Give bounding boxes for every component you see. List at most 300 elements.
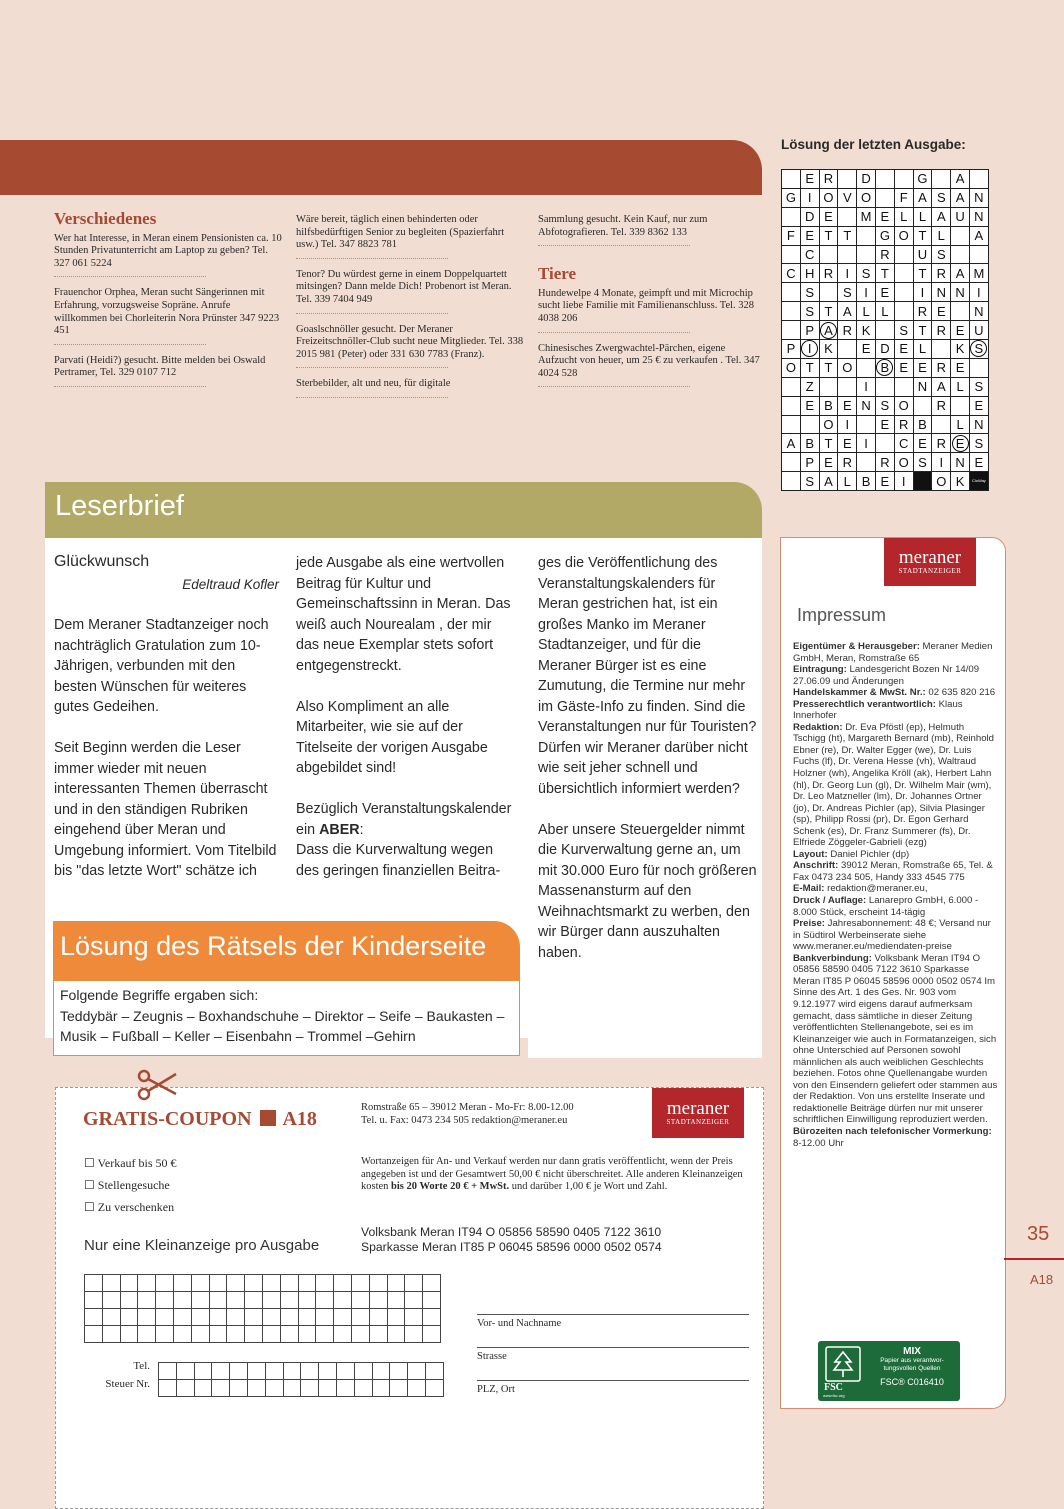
crossword-cell [857, 245, 876, 264]
grid-cell[interactable] [156, 1292, 174, 1309]
letter-paragraph: jede Ausgabe als eine wertvollen Beitrag für Kultur und Gemeinschaftssinn in Meran. Das weiß auch Nourealam , der mir das neue Exemplar stets sofort entgegenstreckt. [296, 555, 511, 674]
fsc-line: Papier aus verantwor- [880, 1357, 944, 1364]
crossword-cell: A [969, 226, 988, 245]
grid-cell[interactable] [230, 1380, 248, 1397]
crossword-cell: R [932, 434, 951, 453]
crossword-cell: M [857, 207, 876, 226]
grid-cell[interactable] [230, 1363, 248, 1380]
crossword-cell: L [932, 226, 951, 245]
crossword-cell: O [894, 396, 913, 415]
grid-cell[interactable] [191, 1326, 209, 1343]
crossword-cell: E [838, 396, 857, 415]
crossword-cell: R [932, 358, 951, 377]
grid-cell[interactable] [369, 1326, 387, 1343]
crossword-cell: P [800, 321, 819, 340]
grid-cell[interactable] [209, 1309, 227, 1326]
crossword-cell: T [819, 302, 838, 321]
crossword-cell: O [894, 453, 913, 472]
crossword-cell: B [800, 434, 819, 453]
crossword-cell: E [819, 207, 838, 226]
crossword-cell [857, 415, 876, 434]
grid-cell[interactable] [334, 1275, 352, 1292]
crossword-cell: CloWay [969, 472, 988, 491]
crossword-cell: T [913, 226, 932, 245]
grid-cell[interactable] [425, 1380, 443, 1397]
grid-cell[interactable] [316, 1326, 334, 1343]
kinder-header: Lösung des Rätsels der Kinderseite [60, 931, 487, 961]
grid-cell[interactable] [102, 1275, 120, 1292]
checkbox-giveaway[interactable]: ☐ Zu verschenken [84, 1200, 175, 1214]
crossword-cell [894, 283, 913, 302]
grid-cell[interactable] [372, 1380, 390, 1397]
circled-letter: E [952, 435, 969, 452]
crossword-cell: R [875, 453, 894, 472]
coupon-info-text: Wortanzeigen für An- und Verkauf werden nur dann gratis veröffentlicht, wenn der Preis angegeben ist und der Gesamtwert 50,00 € nicht überschreitet. Alle anderen Kleinanzeigen kosten [361, 1156, 743, 1193]
grid-cell[interactable] [298, 1326, 316, 1343]
coupon-info-bold: bis 20 Worte 20 € + MwSt. [391, 1181, 510, 1193]
impressum-label: Eintragung: [793, 664, 847, 676]
crossword-cell: E [894, 340, 913, 359]
crossword-cell: T [913, 264, 932, 283]
crossword-cell: B [819, 396, 838, 415]
crossword-cell [819, 377, 838, 396]
grid-cell[interactable] [425, 1363, 443, 1380]
grid-cell[interactable] [191, 1292, 209, 1309]
grid-cell[interactable] [245, 1326, 263, 1343]
grid-cell[interactable] [423, 1292, 441, 1309]
grid-cell[interactable] [280, 1326, 298, 1343]
name-field[interactable] [477, 1314, 749, 1315]
crossword-cell: B [857, 472, 876, 491]
impressum-entry [793, 722, 998, 849]
coupon-bank-line: Volksbank Meran IT94 O 05856 58590 0405 7122 3610 [361, 1225, 662, 1239]
impressum-entry [793, 849, 998, 861]
grid-cell[interactable] [265, 1363, 283, 1380]
grid-cell[interactable] [138, 1309, 156, 1326]
grid-cell[interactable] [138, 1275, 156, 1292]
coupon-text-grid[interactable] [84, 1274, 441, 1343]
crossword-cell: E [838, 434, 857, 453]
crossword-cell: R [819, 264, 838, 283]
grid-cell[interactable] [423, 1309, 441, 1326]
crossword-cell: A [913, 188, 932, 207]
grid-cell[interactable] [227, 1292, 245, 1309]
grid-cell[interactable] [387, 1292, 405, 1309]
logo-name: meraner [898, 547, 962, 568]
grid-cell[interactable] [102, 1326, 120, 1343]
crossword-cell: S [838, 283, 857, 302]
crossword-cell [838, 207, 857, 226]
crossword-cell: S [932, 245, 951, 264]
coupon-info-text: und darüber 1,00 € je Wort und Zahl. [511, 1181, 668, 1193]
coupon-rule: Nur eine Kleinanzeige pro Ausgabe [84, 1237, 320, 1254]
section-title-animals: Tiere [538, 264, 577, 284]
grid-cell[interactable] [209, 1326, 227, 1343]
grid-cell[interactable] [156, 1275, 174, 1292]
impressum-value: Daniel Pichler (dp) [827, 848, 910, 860]
leserbrief-header: Leserbrief [55, 490, 184, 522]
grid-cell[interactable] [351, 1309, 369, 1326]
grid-cell[interactable] [262, 1309, 280, 1326]
grid-cell[interactable] [283, 1363, 301, 1380]
grid-cell[interactable] [283, 1380, 301, 1397]
impressum-value: 39012 Meran, Romstraße 65, Tel. & Fax 0473 234 505, Handy 333 4545 775 [793, 860, 993, 883]
grid-cell[interactable] [245, 1275, 263, 1292]
grid-cell[interactable] [280, 1309, 298, 1326]
crossword-cell: L [951, 415, 970, 434]
circled-letter: I [801, 340, 818, 357]
crossword-cell: N [932, 283, 951, 302]
letter-emphasis: ABER [319, 821, 360, 838]
grid-cell[interactable] [173, 1292, 191, 1309]
crossword-cell: G [875, 226, 894, 245]
city-field[interactable] [477, 1380, 749, 1381]
crossword-cell: I [969, 283, 988, 302]
grid-cell[interactable] [212, 1363, 230, 1380]
grid-cell[interactable] [301, 1380, 319, 1397]
crossword-cell: F [782, 226, 801, 245]
page-code: A18 [1030, 1272, 1054, 1287]
grid-cell[interactable] [85, 1326, 103, 1343]
grid-cell[interactable] [405, 1275, 423, 1292]
grid-cell[interactable] [120, 1275, 138, 1292]
grid-cell[interactable] [351, 1292, 369, 1309]
crossword-cell: O [894, 226, 913, 245]
grid-cell[interactable] [156, 1309, 174, 1326]
grid-cell[interactable] [298, 1292, 316, 1309]
coupon-address [361, 1102, 651, 1127]
grid-cell[interactable] [319, 1363, 337, 1380]
crossword-cell: E [969, 453, 988, 472]
grid-cell[interactable] [227, 1309, 245, 1326]
grid-cell[interactable] [298, 1309, 316, 1326]
classifieds-column-1 [54, 209, 282, 397]
crossword-cell: N [951, 283, 970, 302]
grid-cell[interactable] [319, 1380, 337, 1397]
crossword-cell: I [932, 453, 951, 472]
impressum-value: Landesgericht Bozen Nr 14/09 27.06.09 und Änderungen [793, 664, 980, 687]
tel-field[interactable] [158, 1362, 444, 1380]
crossword-cell [819, 283, 838, 302]
impressum-value: Meraner Medien GmbH, Meran, Romstraße 65 [793, 641, 993, 664]
crossword-cell: S [932, 188, 951, 207]
impressum-label: Druck / Auflage: [793, 895, 867, 907]
grid-cell[interactable] [191, 1309, 209, 1326]
grid-cell[interactable] [334, 1326, 352, 1343]
leserbrief-header-bar [45, 482, 762, 538]
crossword-cell: R [819, 170, 838, 189]
crossword-cell [875, 377, 894, 396]
grid-cell[interactable] [423, 1275, 441, 1292]
crossword-cell: A [951, 170, 970, 189]
grid-cell[interactable] [194, 1363, 212, 1380]
grid-cell[interactable] [85, 1275, 103, 1292]
city-label: PLZ, Ort [477, 1384, 515, 1395]
grid-cell[interactable] [102, 1292, 120, 1309]
checkbox-jobs[interactable]: ☐ Stellengesuche [84, 1178, 170, 1192]
grid-cell[interactable] [227, 1326, 245, 1343]
grid-cell[interactable] [405, 1326, 423, 1343]
crossword-cell: T [875, 264, 894, 283]
grid-cell[interactable] [408, 1363, 426, 1380]
grid-cell[interactable] [245, 1309, 263, 1326]
crossword-cell: N [913, 377, 932, 396]
grid-cell[interactable] [280, 1275, 298, 1292]
fsc-tree-icon [825, 1346, 861, 1382]
crossword-cell: K [819, 340, 838, 359]
crossword-cell [969, 358, 988, 377]
crossword-cell [969, 340, 988, 359]
grid-cell[interactable] [316, 1292, 334, 1309]
crossword-cell: S [969, 434, 988, 453]
impressum-entry [793, 895, 998, 918]
crossword-cell: O [932, 472, 951, 491]
classified-ad: Sammlung gesucht. Kein Kauf, nur zum Abfotografieren. Tel. 339 8362 133 [538, 214, 766, 246]
letter-paragraph: Dem Meraner Stadtanzeiger noch nachträglich Gratulation zum 10-Jährigen, verbunden mit den besten Wünschen für weiteres gutes Gedeihen. [54, 617, 269, 715]
grid-cell[interactable] [209, 1275, 227, 1292]
crossword-cell: K [951, 340, 970, 359]
grid-cell[interactable] [247, 1363, 265, 1380]
grid-cell[interactable] [85, 1292, 103, 1309]
grid-cell[interactable] [138, 1292, 156, 1309]
grid-cell[interactable] [262, 1326, 280, 1343]
grid-cell[interactable] [262, 1275, 280, 1292]
grid-cell[interactable] [176, 1363, 194, 1380]
crossword-cell: G [782, 188, 801, 207]
crossword-cell: B [913, 415, 932, 434]
grid-cell[interactable] [387, 1326, 405, 1343]
crossword-cell: L [838, 472, 857, 491]
grid-cell[interactable] [156, 1326, 174, 1343]
crossword-cell: E [894, 358, 913, 377]
impressum-value: 02 635 820 216 [925, 687, 996, 699]
crossword-cell: K [951, 472, 970, 491]
grid-cell[interactable] [336, 1363, 354, 1380]
impressum-entry [793, 641, 998, 664]
grid-cell[interactable] [336, 1380, 354, 1397]
impressum-value: Volksbank Meran IT94 O 05856 58590 0405 7122 3610 Sparkasse Meran IT85 P 06045 58596 0000 0502 0574 Im Sinne des Art. 1 des Ges. Nr. 903 vom 9.12.1977 wird eigens darauf aufmerksam gemacht, dass sämtliche in dieser Zeitung veröffentlichten Stellenangebote, sei es im Kleinanzeiger wie auch in Formatanzeigen, sich ohne Unterschied auf Personen sowohl männlichen als auch weiblichen Geschlechts beziehen. Fotos ohne Quellenangabe wurden von den Einsendern geliefert oder stammen aus der Redaktion. Von uns erstellte Inserate und redaktionelle Beiträge dürfen nur mit unserer schriftlichen Einwilligung reproduziert werden. [793, 952, 998, 1126]
impressum-label: Handelskammer & MwSt. Nr.: [793, 687, 926, 699]
crossword-cell: A [932, 207, 951, 226]
circled-letter: B [876, 359, 893, 376]
logo-name: meraner [666, 1098, 730, 1119]
grid-cell[interactable] [245, 1292, 263, 1309]
crossword-cell: A [932, 377, 951, 396]
grid-cell[interactable] [247, 1380, 265, 1397]
impressum-label: Presserechtlich verantwortlich: [793, 698, 936, 710]
grid-cell[interactable] [405, 1292, 423, 1309]
impressum-box [780, 537, 1006, 1409]
crossword-cell [838, 340, 857, 359]
grid-cell[interactable] [354, 1380, 372, 1397]
grid-cell[interactable] [316, 1309, 334, 1326]
classified-ad: Sterbebilder, alt und neu, für digitale [296, 378, 524, 398]
coupon-code: A18 [282, 1108, 317, 1130]
crossword-cell [782, 283, 801, 302]
impressum-label: Bankverbindung: [793, 952, 872, 964]
grid-cell[interactable] [173, 1309, 191, 1326]
grid-cell[interactable] [408, 1380, 426, 1397]
crossword-cell: E [951, 358, 970, 377]
grid-cell[interactable] [159, 1363, 177, 1380]
impressum-label: Redaktion: [793, 721, 843, 733]
crossword-cell: E [800, 396, 819, 415]
crossword-cell: C [894, 434, 913, 453]
crossword-cell: K [857, 321, 876, 340]
grid-cell[interactable] [85, 1309, 103, 1326]
crossword-cell: E [932, 302, 951, 321]
letter-column-1 [54, 552, 279, 902]
crossword-cell: A [951, 188, 970, 207]
kinder-header-bar [53, 921, 520, 981]
logo-sub: STADTANZEIGER [898, 567, 962, 575]
crossword-cell: N [951, 453, 970, 472]
grid-cell[interactable] [334, 1292, 352, 1309]
page-number: 35 [1027, 1223, 1050, 1245]
grid-cell[interactable] [120, 1309, 138, 1326]
classified-ad: Chinesisches Zwergwachtel-Pärchen, eigene Aufzucht von heuer, um 25 € zu verkaufen . Tel. 347 4024 528 [538, 343, 766, 388]
grid-cell[interactable] [354, 1363, 372, 1380]
coupon-options [84, 1152, 177, 1218]
grid-cell[interactable] [280, 1292, 298, 1309]
crossword-cell: C [800, 245, 819, 264]
crossword-cell [782, 453, 801, 472]
grid-cell[interactable] [369, 1309, 387, 1326]
crossword-cell [932, 415, 951, 434]
grid-cell[interactable] [173, 1275, 191, 1292]
grid-cell[interactable] [120, 1292, 138, 1309]
crossword-cell [951, 226, 970, 245]
crossword-cell [913, 472, 932, 491]
grid-cell[interactable] [262, 1292, 280, 1309]
newspaper-icon [260, 1110, 276, 1126]
grid-cell[interactable] [102, 1309, 120, 1326]
grid-cell[interactable] [138, 1326, 156, 1343]
crossword-cell: I [894, 472, 913, 491]
crossword-cell: L [951, 377, 970, 396]
crossword-cell [875, 358, 894, 377]
grid-cell[interactable] [212, 1380, 230, 1397]
grid-cell[interactable] [173, 1326, 191, 1343]
crossword-cell: R [894, 415, 913, 434]
impressum-label: E-Mail: [793, 883, 825, 895]
crossword-cell [857, 226, 876, 245]
grid-cell[interactable] [159, 1380, 177, 1397]
crossword-cell: R [875, 245, 894, 264]
grid-cell[interactable] [209, 1292, 227, 1309]
grid-cell[interactable] [298, 1275, 316, 1292]
grid-cell[interactable] [369, 1292, 387, 1309]
grid-cell[interactable] [369, 1275, 387, 1292]
grid-cell[interactable] [227, 1275, 245, 1292]
crossword-cell: T [838, 226, 857, 245]
crossword-cell: E [875, 415, 894, 434]
impressum-entry [793, 687, 998, 699]
impressum-entry [793, 883, 998, 895]
crossword-cell: N [969, 415, 988, 434]
crossword-cell [857, 358, 876, 377]
coupon-bank-line: Sparkasse Meran IT85 P 06045 58596 0000 0502 0574 [361, 1240, 662, 1254]
letter-author: Edeltraud Kofler [182, 576, 279, 592]
impressum-entry [793, 664, 998, 687]
crossword-cell [875, 188, 894, 207]
crossword-cell [782, 415, 801, 434]
crossword-cell: T [800, 358, 819, 377]
crossword-cell [819, 245, 838, 264]
crossword-cell [857, 453, 876, 472]
crossword-cell: D [857, 170, 876, 189]
crossword-cell: P [800, 453, 819, 472]
crossword-cell: R [838, 321, 857, 340]
grid-cell[interactable] [191, 1275, 209, 1292]
crossword-cell: T [913, 321, 932, 340]
grid-cell[interactable] [387, 1309, 405, 1326]
grid-cell[interactable] [423, 1326, 441, 1343]
letter-paragraph: ges die Veröffentlichung des Veranstaltungskalenders für Meran gestrichen hat, ist ein großes Manko im Meraner Stadtanzeiger, und für die Meraner Bürger ist es eine Zumutung, die Termine nur mehr im Gäste-Info zu finden. Sind die Veranstaltungen nur für Touristen? Dürfen wir Meraner darüber nicht wie seit jeher schnell und übersichtlich informiert werden? [538, 555, 757, 797]
grid-cell[interactable] [390, 1363, 408, 1380]
crossword-cell: E [875, 283, 894, 302]
tax-number-field[interactable] [158, 1379, 444, 1397]
letter-paragraph: Seit Beginn werden die Leser immer wieder mit neuen interessanten Themen überrascht und in den ständigen Rubriken eingehend über Meran und Umgebung informiert. Vom Titelbild bis "das letzte Wort" schätze ich [54, 740, 277, 879]
crossword-cell [894, 302, 913, 321]
classified-ad: Tenor? Du würdest gerne in einem Doppelquartett mitsingen? Dann melde Dich! Probenort ist Meran. Tel. 339 7404 949 [296, 269, 524, 314]
grid-cell[interactable] [334, 1309, 352, 1326]
coupon-title [83, 1108, 317, 1131]
crossword-cell: I [913, 283, 932, 302]
crossword-cell: M [969, 264, 988, 283]
crossword-cell [838, 377, 857, 396]
kinder-words: Teddybär – Zeugnis – Boxhandschuhe – Direktor – Seife – Baukasten – Musik – Fußball – Keller – Eisenbahn – Trommel –Gehirn [60, 1007, 505, 1044]
grid-cell[interactable] [316, 1275, 334, 1292]
classified-ad: Parvati (Heidi?) gesucht. Bitte melden bei Oswald Pertramer, Tel. 329 0107 712 [54, 355, 282, 387]
crossword-cell: I [857, 377, 876, 396]
crossword-cell: R [913, 302, 932, 321]
grid-cell[interactable] [194, 1380, 212, 1397]
crossword-cell: S [894, 321, 913, 340]
crossword-cell: T [819, 226, 838, 245]
crossword-cell [838, 170, 857, 189]
grid-cell[interactable] [390, 1380, 408, 1397]
grid-cell[interactable] [176, 1380, 194, 1397]
grid-cell[interactable] [120, 1326, 138, 1343]
grid-cell[interactable] [351, 1275, 369, 1292]
checkbox-sale[interactable]: ☐ Verkauf bis 50 € [84, 1156, 177, 1170]
crossword-cell [951, 302, 970, 321]
section-title-misc: Verschiedenes [54, 209, 157, 228]
crossword-cell [782, 472, 801, 491]
grid-cell[interactable] [405, 1309, 423, 1326]
crossword-cell: S [800, 283, 819, 302]
gratis-coupon [55, 1087, 764, 1509]
grid-cell[interactable] [387, 1275, 405, 1292]
crossword-cell: E [913, 434, 932, 453]
street-field[interactable] [477, 1347, 749, 1348]
fsc-code: FSC® C016410 [880, 1377, 944, 1387]
grid-cell[interactable] [265, 1380, 283, 1397]
meraner-logo [652, 1088, 744, 1138]
crossword-cell: O [857, 188, 876, 207]
crossword-cell: R [932, 264, 951, 283]
crossword-cell [800, 415, 819, 434]
crossword-cell: N [969, 188, 988, 207]
fsc-mix: MIX [903, 1346, 921, 1357]
grid-cell[interactable] [301, 1363, 319, 1380]
crossword-cell: S [969, 377, 988, 396]
grid-cell[interactable] [372, 1363, 390, 1380]
grid-cell[interactable] [351, 1326, 369, 1343]
crossword-cell: I [838, 264, 857, 283]
crossword-cell: F [894, 188, 913, 207]
